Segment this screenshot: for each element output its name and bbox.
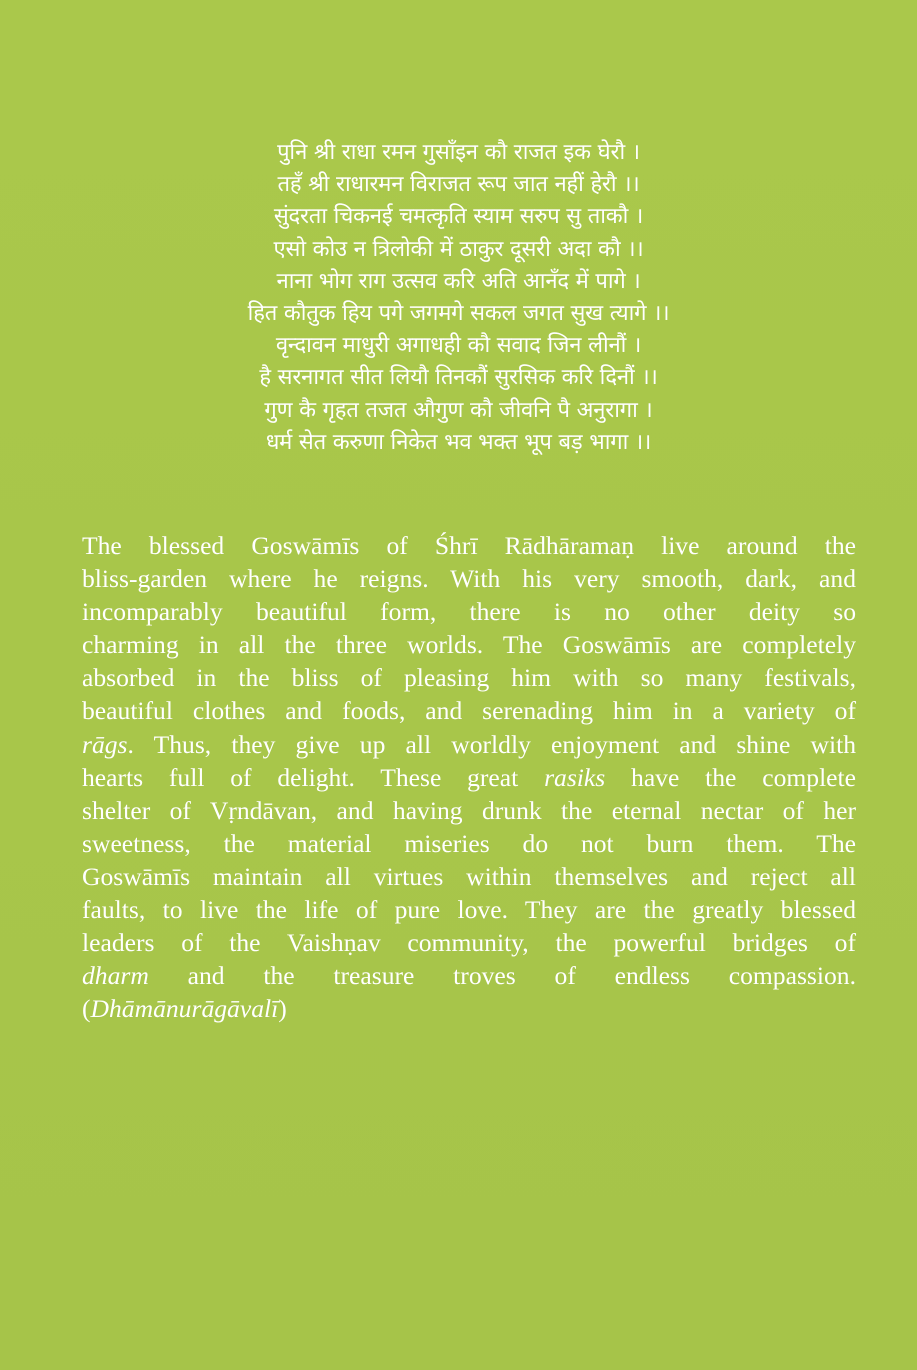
prose-line-8-text-a: hearts full of delight. These great	[82, 762, 545, 792]
source-citation	[82, 992, 856, 1025]
english-translation	[82, 529, 856, 1025]
prose-line-4: charming in all the three worlds. The Goswāmīs are completely	[82, 630, 856, 660]
prose-line-10: sweetness, the material miseries do not burn them. The	[82, 828, 856, 858]
prose-line-14-text: and the treasure troves of endless compassion.	[148, 961, 856, 991]
prose-line-8-text-b: have the complete	[605, 762, 857, 792]
term-rags: rāgs	[82, 729, 128, 759]
source-title: Dhāmānurāgāvalī	[90, 994, 279, 1024]
term-rasiks: rasiks	[544, 762, 606, 792]
prose-line-9: shelter of Vṛndāvan, and having drunk the eternal nectar of her	[82, 795, 856, 825]
prose-line-3: incomparably beautiful form, there is no other deity so	[82, 597, 856, 627]
prose-line-7	[82, 728, 856, 761]
verse-line-10: धर्म सेत करुणा निकेत भव भक्त भूप बड़ भागा ।।	[265, 429, 652, 455]
verse-line-2: तहँ श्री राधारमन विराजत रूप जात नहीं हेरौ ।।	[277, 172, 640, 198]
verse-line-7: वृन्दावन माधुरी अगाधही कौ सवाद जिन लीनौं ।	[275, 333, 642, 359]
prose-line-2: bliss-garden where he reigns. With his very smooth, dark, and	[82, 564, 856, 594]
verse-line-4: एसो कोउ न त्रिलोकी में ठाकुर दूसरी अदा कौ ।।	[273, 236, 644, 262]
source-close-paren: )	[278, 994, 287, 1024]
verse-line-9: गुण कै गृहत तजत औगुण कौ जीवनि पै अनुरागा ।	[264, 397, 653, 423]
prose-line-13: leaders of the Vaishṇav community, the powerful bridges of	[82, 928, 856, 958]
verse-line-3: सुंदरता चिकनई चमत्कृति स्याम सरुप सु ताकौ ।	[273, 204, 644, 230]
verse-line-5: नाना भोग राग उत्सव करि अति आनँद में पागे ।	[276, 268, 641, 294]
verse-line-8: है सरनागत सीत लियौ तिनकौं सुरसिक करि दिनौं ।।	[259, 365, 658, 391]
prose-line-11: Goswāmīs maintain all virtues within themselves and reject all	[82, 861, 856, 891]
term-dharm: dharm	[82, 961, 149, 991]
prose-line-1: The blessed Goswāmīs of Śhrī Rādhāramaṇ live around the	[82, 531, 856, 560]
prose-line-12: faults, to live the life of pure love. They are the greatly blessed	[82, 895, 856, 925]
prose-line-6: beautiful clothes and foods, and serenading him in a variety of	[82, 696, 856, 726]
prose-line-14	[82, 959, 856, 992]
prose-line-5: absorbed in the bliss of pleasing him with so many festivals,	[82, 663, 856, 693]
verse-line-1: पुनि श्री राधा रमन गुसाँइन कौ राजत इक घेरौ ।	[277, 140, 640, 165]
prose-line-7-text: . Thus, they give up all worldly enjoyment and shine with	[127, 729, 856, 759]
verse-line-6: हित कौतुक हिय पगे जगमगे सकल जगत सुख त्यागे ।।	[247, 301, 670, 327]
source-open-paren: (	[82, 994, 91, 1024]
hindi-verse	[100, 137, 817, 459]
prose-line-8	[82, 761, 856, 794]
